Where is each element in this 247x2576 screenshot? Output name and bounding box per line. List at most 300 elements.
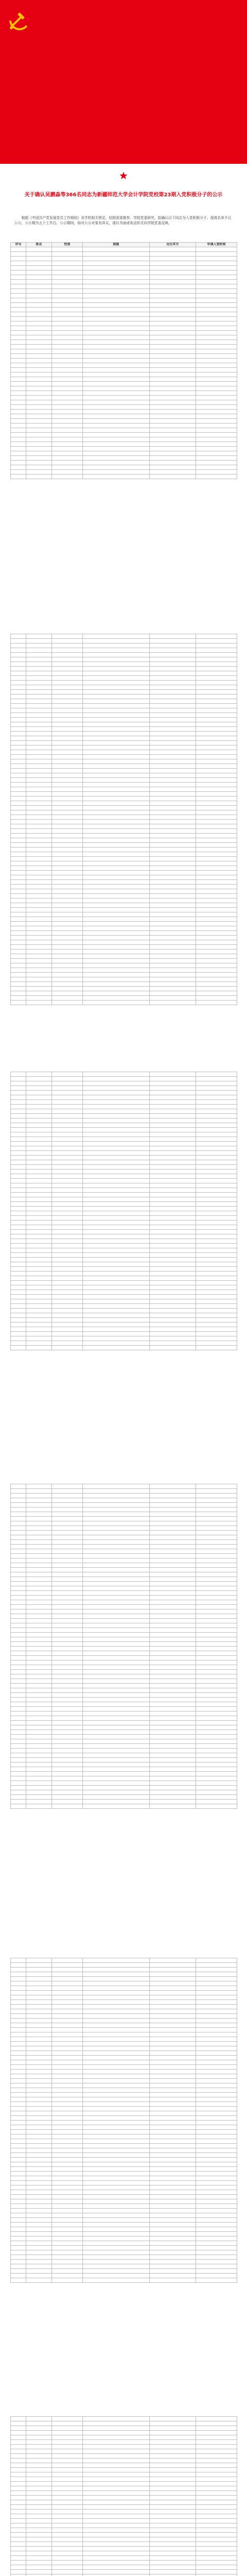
table-row xyxy=(11,433,237,437)
table-row xyxy=(11,372,237,377)
table-row xyxy=(11,899,237,903)
table-row xyxy=(11,908,237,912)
table-row xyxy=(11,1684,237,1688)
table-row xyxy=(11,2500,237,2505)
table-row xyxy=(11,2060,237,2065)
table-row xyxy=(11,2046,237,2051)
table-row xyxy=(11,428,237,433)
table-row xyxy=(11,2459,237,2463)
table-row xyxy=(11,2255,237,2260)
roster-table-3 xyxy=(10,1072,237,1350)
table-row xyxy=(11,810,237,815)
table-row xyxy=(11,1507,237,1512)
table-row xyxy=(11,1605,237,1609)
table-row xyxy=(11,270,237,275)
table-row xyxy=(11,2209,237,2213)
table-row xyxy=(11,968,237,973)
table-row xyxy=(11,252,237,257)
table-row xyxy=(11,261,237,266)
table-row xyxy=(11,1739,237,1744)
table-body xyxy=(11,2417,237,2576)
table-row xyxy=(11,824,237,829)
table-row xyxy=(11,1721,237,1725)
table-row xyxy=(11,1336,237,1341)
table-row xyxy=(11,648,237,653)
table-row xyxy=(11,2561,237,2565)
table-row xyxy=(11,2158,237,2162)
table-row xyxy=(11,1346,237,1350)
table-row xyxy=(11,2533,237,2537)
col-header-name: 姓名 xyxy=(26,243,52,247)
table-row xyxy=(11,1670,237,1674)
table-row xyxy=(11,977,237,982)
table-row xyxy=(11,657,237,662)
table-row xyxy=(11,2014,237,2019)
table-row xyxy=(11,940,237,945)
table-row xyxy=(11,1216,237,1221)
table-row xyxy=(11,317,237,321)
table-row xyxy=(11,1991,237,1995)
table-row xyxy=(11,1323,237,1327)
table-row xyxy=(11,2449,237,2454)
table-row xyxy=(11,820,237,824)
table-row xyxy=(11,1489,237,1494)
table-row xyxy=(11,2445,237,2449)
table-row xyxy=(11,359,237,363)
table-row xyxy=(11,2000,237,2005)
table-row xyxy=(11,2116,237,2121)
table-row xyxy=(11,1207,237,1211)
table-row xyxy=(11,885,237,889)
table-row xyxy=(11,1202,237,1207)
table-row xyxy=(11,653,237,657)
table-row xyxy=(11,1132,237,1137)
table-row xyxy=(11,1137,237,1142)
table-row xyxy=(11,2009,237,2014)
table-row xyxy=(11,1290,237,1295)
table-row xyxy=(11,2440,237,2445)
table-row xyxy=(11,2144,237,2148)
table-row xyxy=(11,2565,237,2570)
table-row xyxy=(11,843,237,848)
table-row xyxy=(11,289,237,294)
table-row xyxy=(11,1790,237,1795)
table-row xyxy=(11,2167,237,2172)
table-row xyxy=(11,2028,237,2032)
table-row xyxy=(11,1272,237,1276)
table-row xyxy=(11,1230,237,1234)
table-row xyxy=(11,741,237,745)
table-row xyxy=(11,1114,237,1118)
table-row xyxy=(11,857,237,861)
table-row xyxy=(11,1665,237,1670)
table-row xyxy=(11,1091,237,1095)
roster-table-6 xyxy=(10,2416,237,2576)
table-row xyxy=(11,834,237,838)
table-row xyxy=(11,1558,237,1563)
table-row xyxy=(11,335,237,340)
table-row xyxy=(11,1647,237,1651)
table-row xyxy=(11,2472,237,2477)
table-row xyxy=(11,2246,237,2250)
table-row xyxy=(11,1262,237,1267)
table-row xyxy=(11,280,237,284)
table-row xyxy=(11,2570,237,2574)
table-row xyxy=(11,922,237,926)
table-row xyxy=(11,1628,237,1633)
table-row xyxy=(11,1309,237,1313)
table-row xyxy=(11,2185,237,2190)
table-row xyxy=(11,2431,237,2435)
table-row xyxy=(11,982,237,987)
table-row xyxy=(11,667,237,671)
table-row xyxy=(11,2176,237,2181)
table-row xyxy=(11,1582,237,1586)
table-row xyxy=(11,2486,237,2491)
table-row xyxy=(11,2199,237,2204)
table-row xyxy=(11,1786,237,1790)
table-row xyxy=(11,2162,237,2167)
table-row xyxy=(11,1221,237,1225)
table-row xyxy=(11,1577,237,1582)
table-body xyxy=(11,1072,237,1350)
table-row xyxy=(11,1968,237,1972)
table-row xyxy=(11,1276,237,1281)
table-row xyxy=(11,2148,237,2153)
table-row xyxy=(11,806,237,810)
table-row xyxy=(11,662,237,667)
table-row xyxy=(11,2417,237,2421)
table-row xyxy=(11,303,237,308)
table-row xyxy=(11,2023,237,2028)
table-row xyxy=(11,1642,237,1647)
table-row xyxy=(11,987,237,991)
table-row xyxy=(11,1633,237,1637)
table-row xyxy=(11,875,237,880)
table-row xyxy=(11,2523,237,2528)
table-row xyxy=(11,1995,237,2000)
table-row xyxy=(11,331,237,335)
table-row xyxy=(11,2435,237,2440)
table-row xyxy=(11,2537,237,2542)
table-row xyxy=(11,2125,237,2130)
table-row xyxy=(11,1484,237,1489)
table-row xyxy=(11,639,237,643)
table-row xyxy=(11,2056,237,2060)
table-row xyxy=(11,2463,237,2468)
table-row xyxy=(11,1651,237,1656)
table-row xyxy=(11,1804,237,1809)
col-header-birth: 出生年月 xyxy=(150,243,196,247)
table-row xyxy=(11,1299,237,1304)
table-row xyxy=(11,1762,237,1767)
table-row xyxy=(11,340,237,345)
table-row xyxy=(11,456,237,461)
table-row xyxy=(11,1614,237,1619)
table-row xyxy=(11,2195,237,2199)
table-row xyxy=(11,959,237,963)
table-row xyxy=(11,1146,237,1151)
table-row xyxy=(11,894,237,899)
table-row xyxy=(11,1179,237,1183)
table-row xyxy=(11,2547,237,2551)
table-row xyxy=(11,447,237,451)
table-row xyxy=(11,676,237,681)
table-row xyxy=(11,1327,237,1332)
table-row xyxy=(11,1776,237,1781)
table-row xyxy=(11,2477,237,2482)
table-row xyxy=(11,1981,237,1986)
table-row xyxy=(11,815,237,820)
table-row xyxy=(11,2107,237,2111)
table-row xyxy=(11,838,237,843)
notice-title xyxy=(0,192,247,199)
table-row xyxy=(11,2079,237,2083)
table-row xyxy=(11,991,237,996)
table-row xyxy=(11,2236,237,2241)
notice-title-line1: 关于确认吴鹏淼等366名同志为新疆师范大学会计学院党校第23期入党积极分子的公示 xyxy=(24,192,223,198)
table-row xyxy=(11,2468,237,2472)
table-row xyxy=(11,2134,237,2139)
table-body xyxy=(11,634,237,1005)
table-row xyxy=(11,257,237,261)
table-row xyxy=(11,2037,237,2042)
col-header-apply-date: 申请入党时间 xyxy=(196,243,237,247)
table-row xyxy=(11,1549,237,1554)
table-row xyxy=(11,2213,237,2218)
table-row xyxy=(11,1001,237,1005)
table-row xyxy=(11,871,237,875)
roster-table-4 xyxy=(10,1484,237,1809)
table-row xyxy=(11,1531,237,1535)
table-row xyxy=(11,634,237,639)
table-row xyxy=(11,699,237,704)
table-row xyxy=(11,386,237,391)
table-row xyxy=(11,419,237,423)
table-row xyxy=(11,1568,237,1572)
table-row xyxy=(11,643,237,648)
table-row xyxy=(11,410,237,414)
table-row xyxy=(11,1749,237,1753)
table-row xyxy=(11,852,237,857)
table-row xyxy=(11,2454,237,2459)
table-row xyxy=(11,2528,237,2533)
table-row xyxy=(11,451,237,456)
table-row xyxy=(11,1688,237,1693)
table-row xyxy=(11,801,237,806)
table-row xyxy=(11,745,237,750)
table-row xyxy=(11,1095,237,1100)
table-row xyxy=(11,1711,237,1716)
table-row xyxy=(11,2097,237,2102)
table-row xyxy=(11,2227,237,2232)
table-row xyxy=(11,345,237,349)
table-row xyxy=(11,750,237,755)
table-row xyxy=(11,2250,237,2255)
table-row xyxy=(11,2019,237,2023)
table-row xyxy=(11,1105,237,1109)
table-row xyxy=(11,1660,237,1665)
table-row xyxy=(11,759,237,764)
table-row xyxy=(11,2551,237,2556)
table-row xyxy=(11,437,237,442)
table-row xyxy=(11,954,237,959)
table-row xyxy=(11,368,237,372)
table-row xyxy=(11,321,237,326)
table-row xyxy=(11,1540,237,1545)
table-row xyxy=(11,1521,237,1526)
table-row xyxy=(11,326,237,331)
table-row xyxy=(11,718,237,722)
table-row xyxy=(11,796,237,801)
table-row xyxy=(11,1248,237,1253)
table-row xyxy=(11,349,237,354)
table-row xyxy=(11,1072,237,1077)
table-body xyxy=(11,1958,237,2283)
table-body xyxy=(11,247,237,479)
table-row xyxy=(11,2278,237,2283)
table-row xyxy=(11,2042,237,2046)
table-row xyxy=(11,1128,237,1132)
table-row xyxy=(11,1118,237,1123)
table-row xyxy=(11,903,237,908)
table-row xyxy=(11,1693,237,1698)
table-row xyxy=(11,973,237,977)
table-row xyxy=(11,442,237,447)
table-row xyxy=(11,2505,237,2510)
table-row xyxy=(11,1295,237,1299)
table-row xyxy=(11,2121,237,2125)
table-row xyxy=(11,1100,237,1105)
table-row xyxy=(11,1234,237,1239)
roster-table-1 xyxy=(10,242,237,479)
table-row xyxy=(11,1795,237,1800)
table-row xyxy=(11,1517,237,1521)
table-row xyxy=(11,2139,237,2144)
table-row xyxy=(11,1332,237,1336)
table-row xyxy=(11,2542,237,2547)
table-row xyxy=(11,880,237,885)
table-row xyxy=(11,708,237,713)
table-header-row xyxy=(11,243,237,247)
table-row xyxy=(11,1656,237,1660)
header-banner xyxy=(0,0,247,164)
table-row xyxy=(11,1623,237,1628)
table-row xyxy=(11,354,237,359)
table-row xyxy=(11,1596,237,1600)
table-row xyxy=(11,2510,237,2514)
table-row xyxy=(11,2218,237,2223)
table-row xyxy=(11,866,237,871)
table-row xyxy=(11,889,237,894)
table-row xyxy=(11,1772,237,1776)
table-row xyxy=(11,2051,237,2056)
table-row xyxy=(11,284,237,289)
table-row xyxy=(11,1725,237,1730)
table-row xyxy=(11,1188,237,1193)
table-row xyxy=(11,848,237,852)
table-row xyxy=(11,671,237,676)
table-row xyxy=(11,1735,237,1739)
table-row xyxy=(11,861,237,866)
table-row xyxy=(11,912,237,917)
table-row xyxy=(11,2070,237,2074)
table-row xyxy=(11,1572,237,1577)
table-row xyxy=(11,792,237,796)
table-row xyxy=(11,405,237,410)
table-row xyxy=(11,1702,237,1707)
table-row xyxy=(11,727,237,732)
table-row xyxy=(11,1716,237,1721)
roster-table-2 xyxy=(10,634,237,1005)
table-row xyxy=(11,294,237,298)
table-row xyxy=(11,1591,237,1596)
table-row xyxy=(11,931,237,936)
table-row xyxy=(11,266,237,270)
table-row xyxy=(11,1109,237,1114)
table-row xyxy=(11,275,237,280)
col-header-class: 班级 xyxy=(83,243,150,247)
table-row xyxy=(11,377,237,382)
table-row xyxy=(11,690,237,694)
party-emblem-icon xyxy=(4,5,33,34)
table-row xyxy=(11,1977,237,1981)
table-row xyxy=(11,2130,237,2134)
table-row xyxy=(11,2223,237,2227)
table-row xyxy=(11,2065,237,2070)
table-row xyxy=(11,2088,237,2093)
table-row xyxy=(11,312,237,317)
table-row xyxy=(11,1767,237,1772)
table-row xyxy=(11,1526,237,1531)
table-row xyxy=(11,950,237,954)
table-row xyxy=(11,1545,237,1549)
table-row xyxy=(11,1285,237,1290)
table-row xyxy=(11,945,237,950)
col-header-gender: 性别 xyxy=(52,243,83,247)
table-row xyxy=(11,773,237,778)
table-row xyxy=(11,732,237,736)
table-row xyxy=(11,2496,237,2500)
table-row xyxy=(11,1758,237,1762)
table-row xyxy=(11,1318,237,1323)
table-row xyxy=(11,2005,237,2009)
table-row xyxy=(11,1174,237,1179)
table-row xyxy=(11,1503,237,1507)
table-row xyxy=(11,681,237,685)
table-row xyxy=(11,382,237,386)
table-row xyxy=(11,1081,237,1086)
table-row xyxy=(11,1123,237,1128)
table-row xyxy=(11,1341,237,1346)
table-row xyxy=(11,1258,237,1262)
table-row xyxy=(11,1744,237,1749)
table-row xyxy=(11,829,237,834)
table-row xyxy=(11,363,237,368)
table-row xyxy=(11,1211,237,1216)
table-row xyxy=(11,764,237,769)
table-row xyxy=(11,783,237,787)
table-row xyxy=(11,917,237,922)
notice-body: 根据《中国共产党发展党员工作细则》及学校相关规定，经院团委推荐、学院党委研究，拟确认以下同志为入党积极分子。现将名单予以公示，公示期为五个工作日。公示期间，如对公示对象有异议，请以书面或电话形式向学院党委反映。 xyxy=(14,216,232,225)
table-row xyxy=(11,1239,237,1244)
table-row xyxy=(11,926,237,931)
table-row xyxy=(11,736,237,741)
table-row xyxy=(11,1698,237,1702)
table-row xyxy=(11,396,237,400)
table-row xyxy=(11,1304,237,1309)
table-row xyxy=(11,1498,237,1503)
